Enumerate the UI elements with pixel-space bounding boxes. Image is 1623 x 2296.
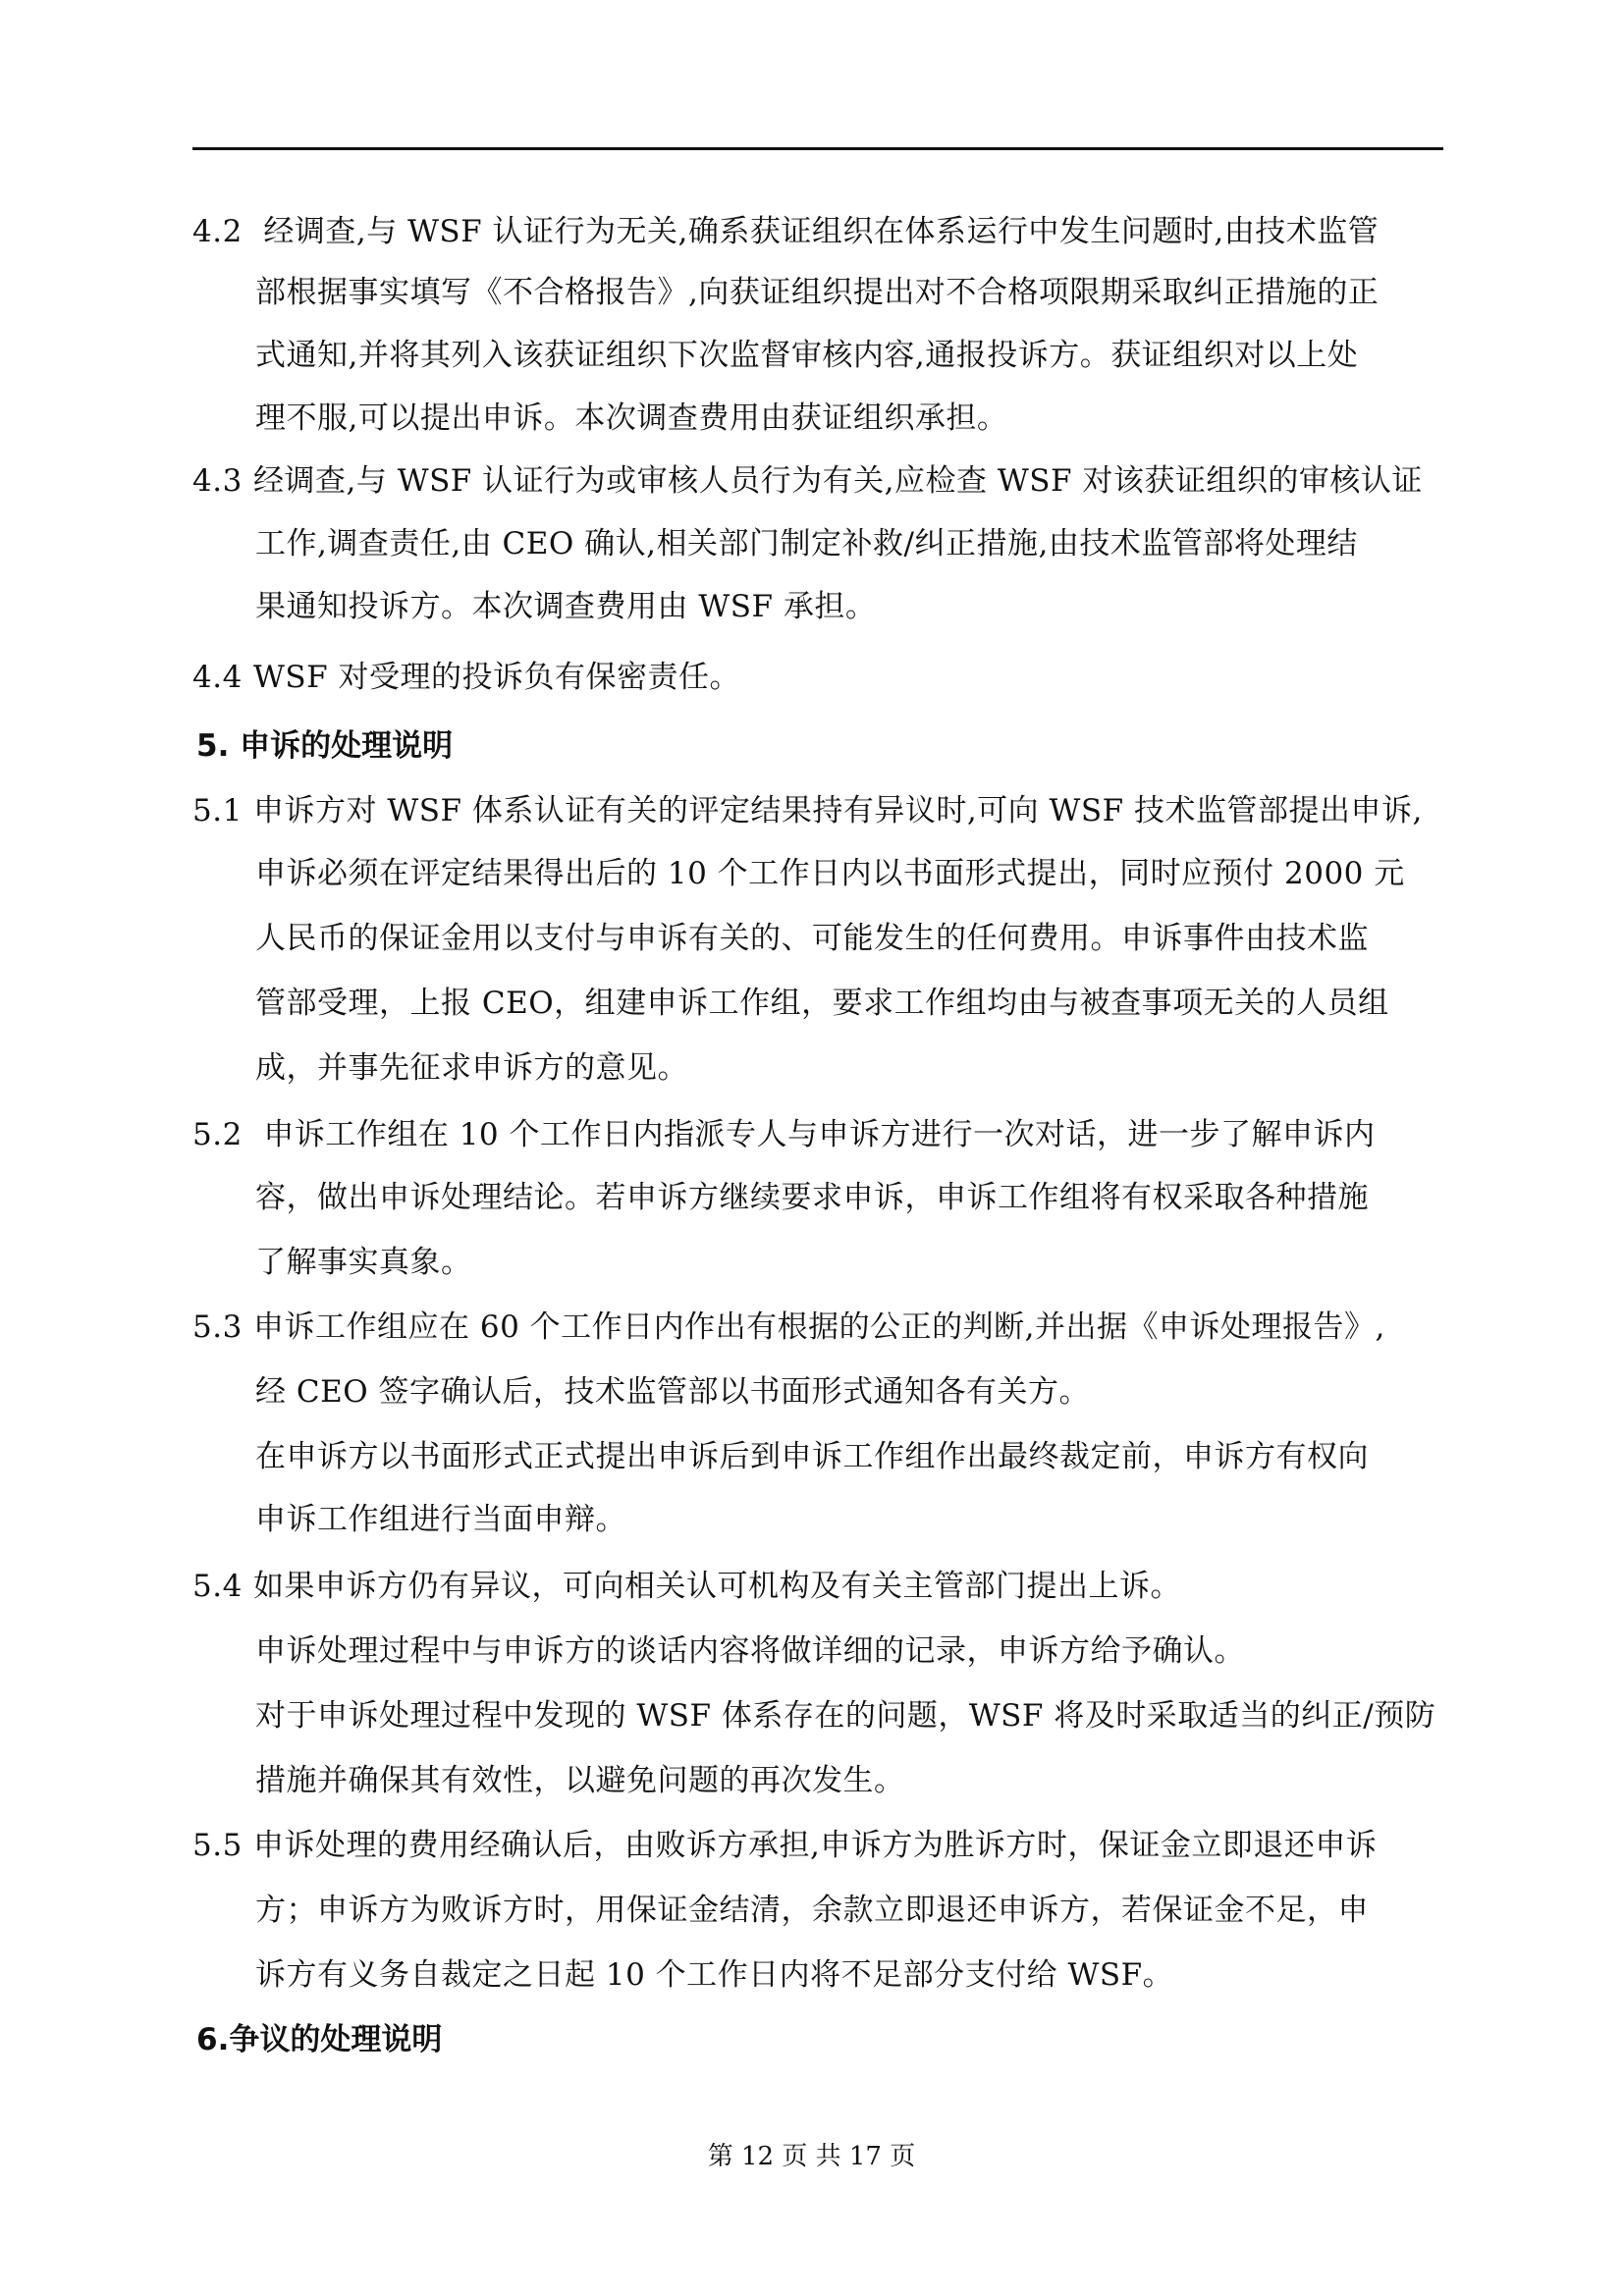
section-heading: 5. 申诉的处理说明 (196, 728, 454, 764)
section-number: 5.2 (192, 1117, 243, 1152)
section-number: 5.4 (192, 1569, 243, 1604)
paragraph-line: 在申诉方以书面形式正式提出申诉后到申诉工作组作出最终裁定前，申诉方有权向 (255, 1439, 1369, 1474)
page-number: 第 12 页 共 17 页 (707, 2142, 916, 2171)
paragraph-line: 式通知,并将其列入该获证组织下次监督审核内容,通报投诉方。获证组织对以上处 (255, 338, 1359, 373)
paragraph-line: 申诉工作组进行当面申辩。 (255, 1502, 626, 1537)
paragraph-line: 人民币的保证金用以支付与申诉有关的、可能发生的任何费用。申诉事件由技术监 (255, 921, 1369, 956)
paragraph-line: 4.3 经调查,与 WSF 认证行为或审核人员行为有关,应检查 WSF 对该获证组织的审核认证 (192, 459, 1423, 503)
paragraph-line: 5.4 如果申诉方仍有异议，可向相关认可机构及有关主管部门提出上诉。 (192, 1565, 1181, 1608)
paragraph-line: 措施并确保其有效性，以避免问题的再次发生。 (255, 1763, 905, 1798)
paragraph-line: 方；申诉方为败诉方时，用保证金结清，余款立即退还申诉方，若保证金不足，申 (255, 1893, 1369, 1928)
paragraph-line: 5.1 申诉方对 WSF 体系认证有关的评定结果持有异议时,可向 WSF 技术监管部提出申诉, (192, 789, 1423, 832)
header-rule (192, 147, 1443, 150)
paragraph-line: 经 CEO 签字确认后，技术监管部以书面形式通知各有关方。 (255, 1374, 1090, 1410)
paragraph-line: 申诉必须在评定结果得出后的 10 个工作日内以书面形式提出，同时应预付 2000 元 (255, 856, 1405, 891)
paragraph-line: 成，并事先征求申诉方的意见。 (255, 1050, 688, 1086)
paragraph-line: 申诉处理过程中与申诉方的谈话内容将做详细的记录，申诉方给予确认。 (255, 1633, 1245, 1669)
paragraph-line: 5.2 申诉工作组在 10 个工作日内指派专人与申诉方进行一次对话，进一步了解申诉内 (192, 1113, 1376, 1156)
section-number: 4.2 (192, 214, 243, 249)
section-number: 5.5 (192, 1828, 243, 1863)
paragraph-line: 果通知投诉方。本次调查费用由 WSF 承担。 (255, 589, 877, 624)
section-number: 4.3 (192, 463, 243, 499)
paragraph-line: 5.5 申诉处理的费用经确认后，由败诉方承担,申诉方为胜诉方时，保证金立即退还申诉 (192, 1824, 1377, 1867)
section-number: 5.1 (192, 793, 243, 828)
section-number: 4.4 (192, 660, 243, 695)
paragraph-line: 4.2 经调查,与 WSF 认证行为无关,确系获证组织在体系运行中发生问题时,由技术监管 (192, 210, 1379, 253)
paragraph-line: 部根据事实填写《不合格报告》,向获证组织提出对不合格项限期采取纠正措施的正 (255, 275, 1380, 310)
paragraph-line: 4.4 WSF 对受理的投诉负有保密责任。 (192, 656, 740, 699)
paragraph-line: 理不服,可以提出申诉。本次调查费用由获证组织承担。 (255, 400, 1008, 436)
section-heading: 6.争议的处理说明 (196, 2022, 443, 2057)
paragraph-line: 工作,调查责任,由 CEO 确认,相关部门制定补救/纠正措施,由技术监管部将处理结 (255, 526, 1358, 561)
paragraph-line: 了解事实真象。 (255, 1245, 472, 1280)
paragraph-line: 对于申诉处理过程中发现的 WSF 体系存在的问题，WSF 将及时采取适当的纠正/预防 (255, 1698, 1436, 1734)
section-number: 5.3 (192, 1309, 243, 1345)
paragraph-line: 容，做出申诉处理结论。若申诉方继续要求申诉，申诉工作组将有权采取各种措施 (255, 1180, 1369, 1215)
paragraph-line: 诉方有义务自裁定之日起 10 个工作日内将不足部分支付给 WSF。 (255, 1957, 1174, 1993)
paragraph-line: 管部受理，上报 CEO，组建申诉工作组，要求工作组均由与被查事项无关的人员组 (255, 986, 1389, 1021)
paragraph-line: 5.3 申诉工作组应在 60 个工作日内作出有根据的公正的判断,并出据《申诉处理报告》, (192, 1306, 1385, 1349)
